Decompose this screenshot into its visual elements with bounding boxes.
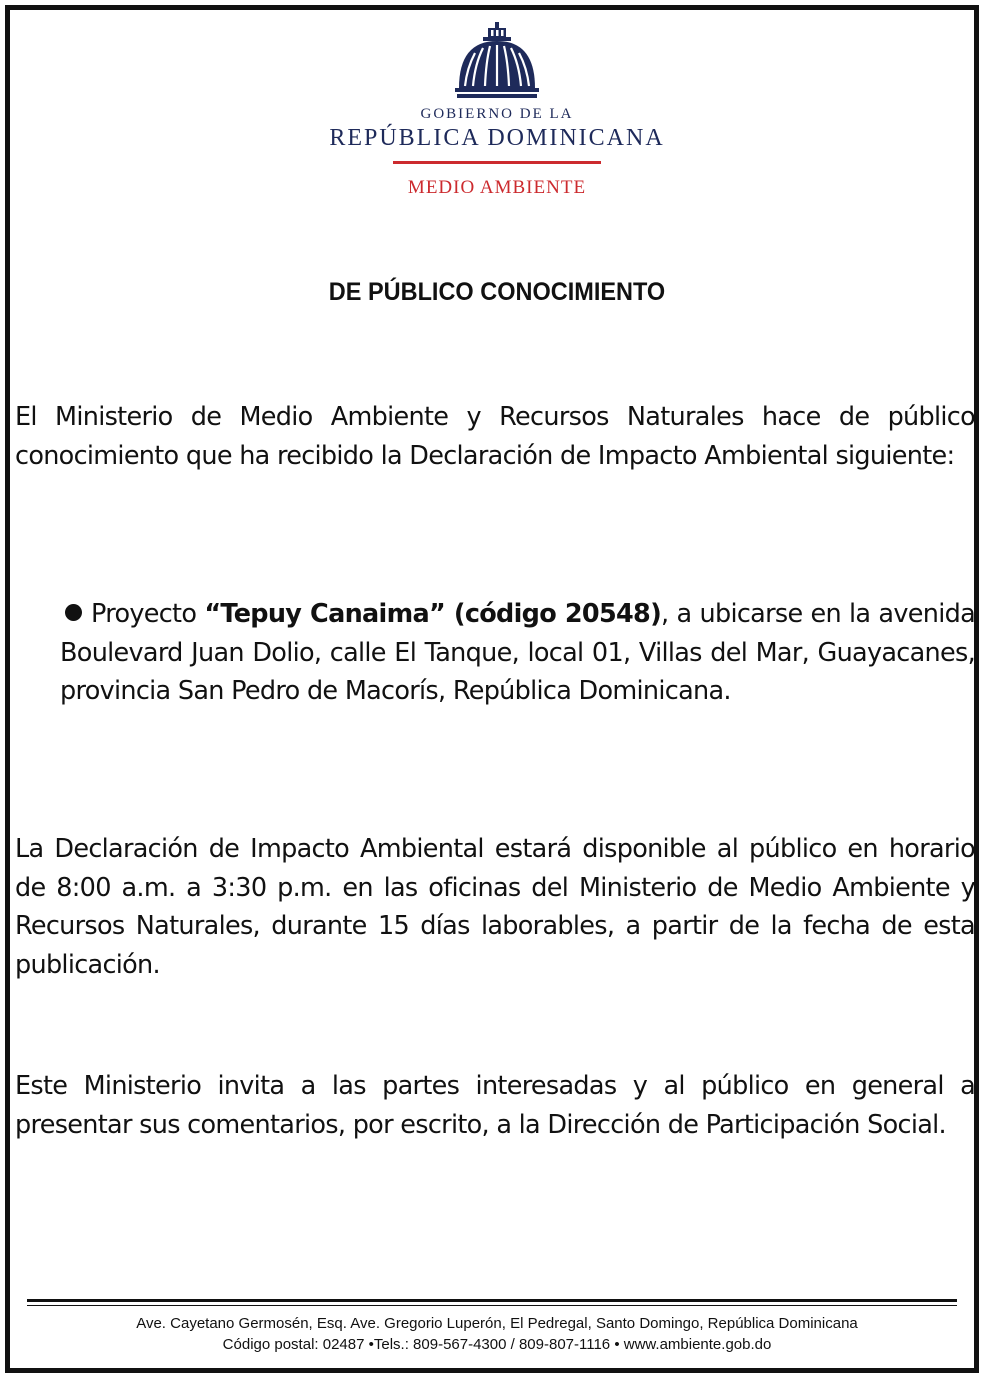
footer-contact: Código postal: 02487 •Tels.: 809-567-4300 / 809-807-1116 • www.ambiente.gob.do bbox=[222, 1336, 772, 1353]
ministry-name: MEDIO AMBIENTE bbox=[407, 177, 587, 198]
project-prefix: Proyecto bbox=[91, 599, 205, 629]
bullet-icon bbox=[65, 604, 82, 621]
logo-divider bbox=[393, 161, 601, 164]
notice-frame bbox=[5, 5, 979, 1373]
notice-title: DE PÚBLICO CONOCIMIENTO bbox=[328, 278, 666, 306]
footer-divider bbox=[27, 1299, 957, 1306]
government-line: GOBIERNO DE LA bbox=[420, 106, 574, 122]
ministry-logo bbox=[10, 22, 984, 199]
project-name: “Tepuy Canaima” (código 20548) bbox=[204, 599, 662, 629]
footer-address: Ave. Cayetano Germosén, Esq. Ave. Gregorio Luperón, El Pedregal, Santo Domingo, República Dominicana bbox=[136, 1315, 858, 1332]
dome-icon bbox=[455, 22, 539, 100]
footer bbox=[10, 1313, 984, 1355]
intro-paragraph: El Ministerio de Medio Ambiente y Recursos Naturales hace de público conocimiento que ha recibido la Declaración de Impacto Ambiental siguiente: bbox=[15, 402, 975, 471]
project-list-item bbox=[60, 595, 975, 711]
project-location: , a ubicarse en la avenida Boulevard Juan Dolio, calle El Tanque, local 01, Villas del Mar, Guayacanes, provincia San Pedro de Macorís, República Dominicana. bbox=[60, 599, 975, 706]
republic-line: REPÚBLICA DOMINICANA bbox=[329, 125, 665, 151]
availability-paragraph: La Declaración de Impacto Ambiental estará disponible al público en horario de 8:00 a.m. a 3:30 p.m. en las oficinas del Ministerio de Medio Ambiente y Recursos Naturales, durante 15 días laborables, a partir de la fecha de esta publicación. bbox=[15, 834, 975, 980]
invitation-paragraph: Este Ministerio invita a las partes interesadas y al público en general a presentar sus comentarios, por escrito, a la Dirección de Participación Social. bbox=[15, 1071, 975, 1140]
